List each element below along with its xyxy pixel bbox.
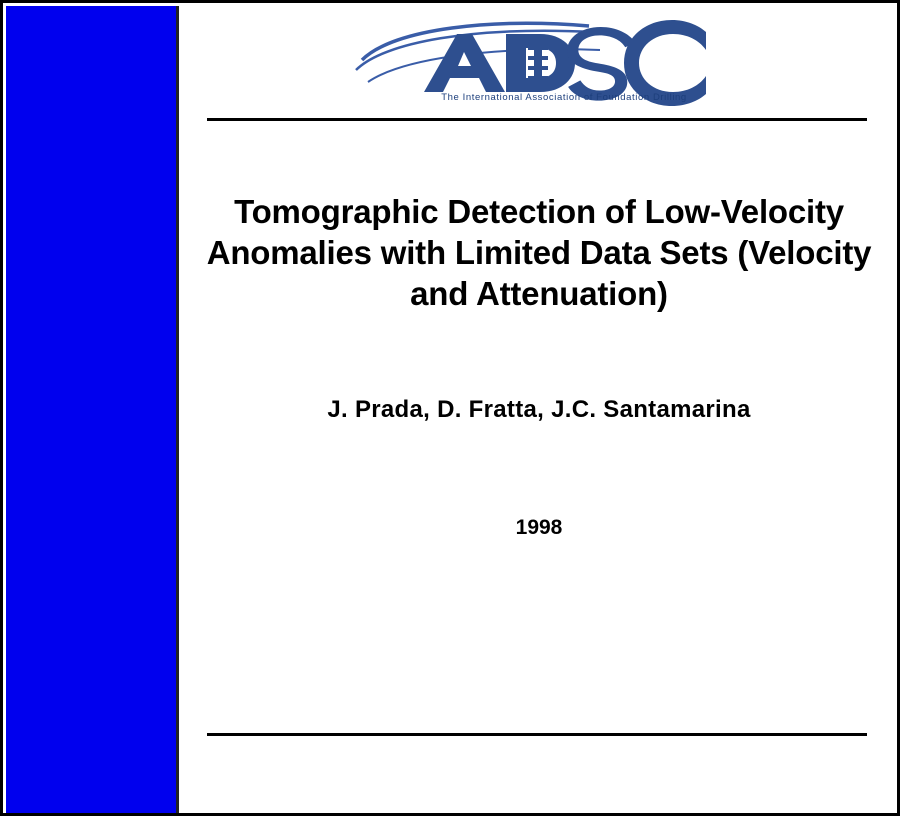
logo-tagline: The International Association of Foundation Drilling — [441, 92, 687, 103]
header-divider — [207, 118, 867, 121]
logo-block — [179, 20, 897, 112]
publication-year: 1998 — [515, 516, 563, 539]
authors: J. Prada, D. Fratta, J.C. Santamarina — [327, 396, 751, 423]
left-color-band — [6, 6, 176, 816]
page-content — [179, 6, 897, 816]
footer-divider — [207, 733, 867, 736]
page-title: Tomographic Detection of Low-Velocity Anomalies with Limited Data Sets (Velocity and Attenuation) — [206, 193, 872, 312]
